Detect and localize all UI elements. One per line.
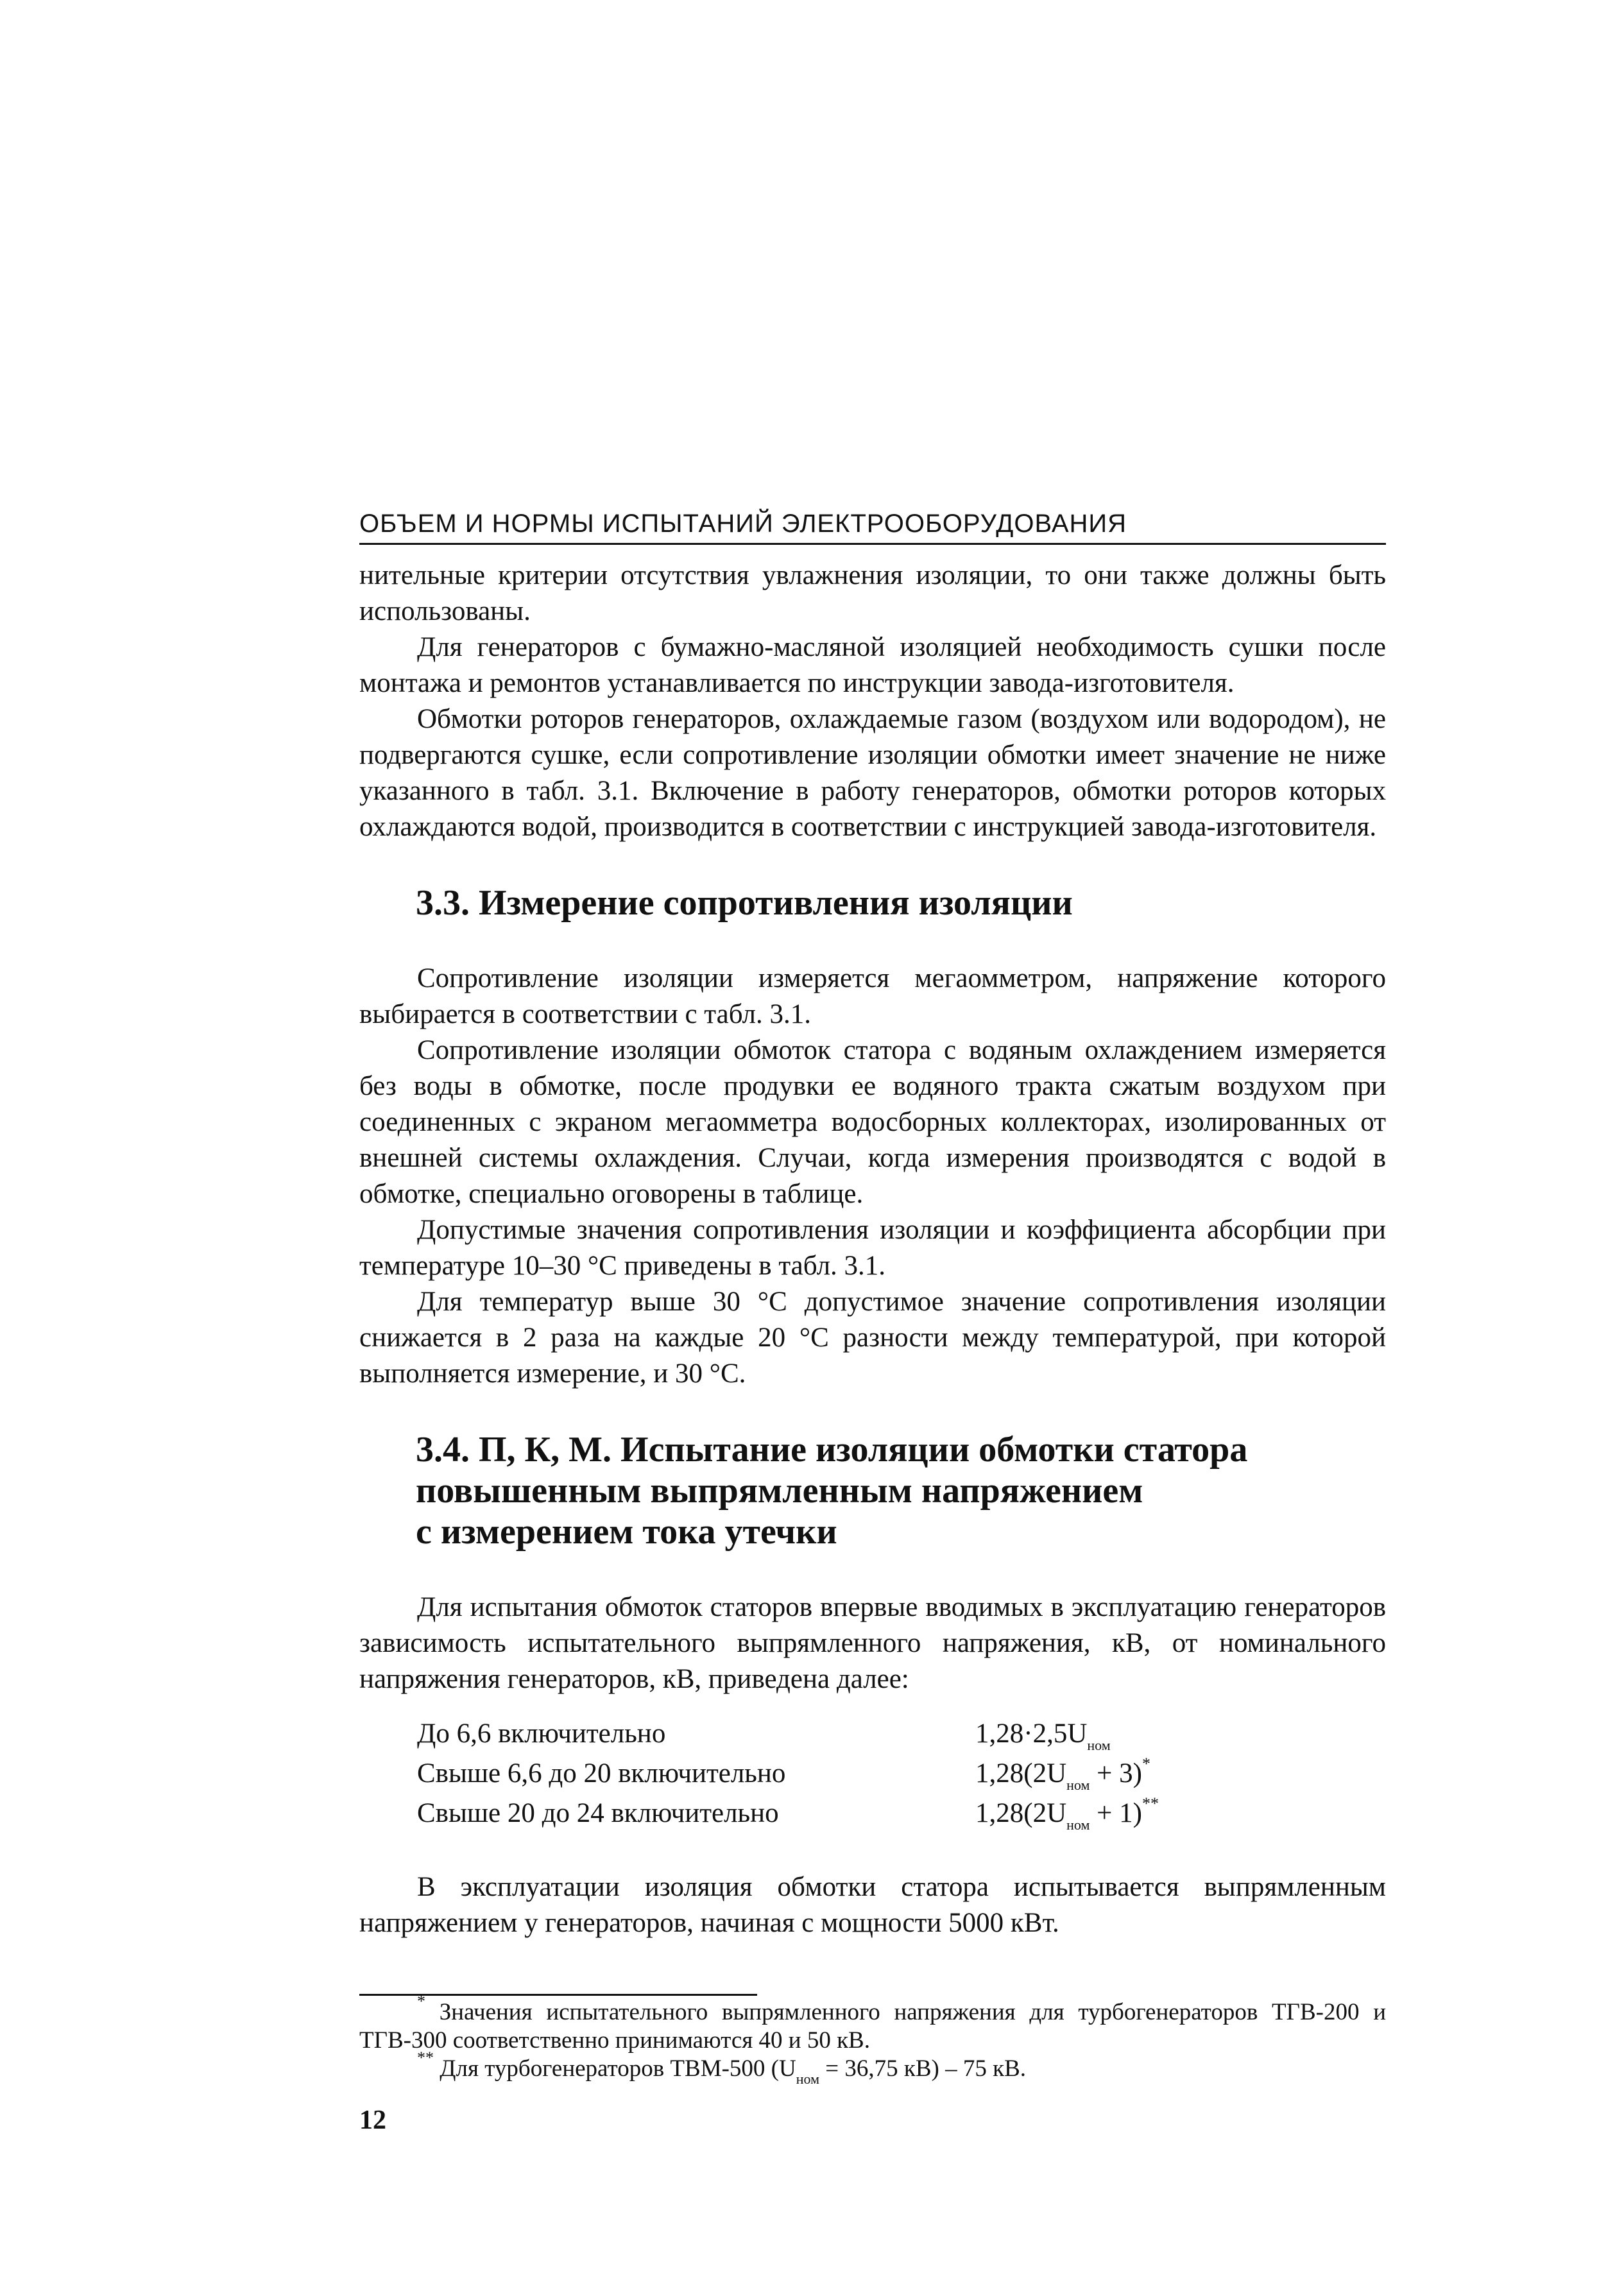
- table-row: [417, 1714, 1386, 1754]
- paragraph-water-cooled-stator: Сопротивление изоляции обмоток статора с водяным охлаждением измеряется без воды в обмотке, после продувки ее водяного тракта сжатым воздухом при соединенных с экраном мегаомметра водосборных коллекторах, изолированных от внешней системы охлаждения. Случаи, когда измерения производятся с водой в обмотке, специально оговорены в таблице.: [359, 1035, 1386, 1209]
- page-number: 12: [359, 2106, 386, 2135]
- test-voltage-table: [417, 1714, 1386, 1833]
- paragraph-continuation: нительные критерии отсутствия увлажнения изоляции, то они также должны быть использованы.: [359, 560, 1386, 626]
- footnote-mark: **: [417, 2048, 434, 2067]
- paragraph-temperature-correction: Для температур выше 30 °С допустимое значение сопротивления изоляции снижается в 2 раза на каждые 20 °С разности между температурой, при которой выполняется измерение, и 30 °С.: [359, 1287, 1386, 1389]
- formula-cell: [975, 1794, 1159, 1833]
- paragraph-oil-paper-insulation: Для генераторов с бумажно-масляной изоляцией необходимость сушки после монтажа и ремонтов устанавливается по инструкции завода-изготовителя.: [359, 632, 1386, 698]
- formula-cell: [975, 1754, 1150, 1794]
- formula-text: 1,28(2U: [975, 1758, 1067, 1788]
- formula-text: 1,28(2U: [975, 1798, 1067, 1828]
- footnote-mark: **: [1141, 1794, 1159, 1813]
- paragraph-operation-test: В эксплуатации изоляция обмотки статора испытывается выпрямленным напряжением у генераторов, начиная с мощности 5000 кВт.: [359, 1872, 1386, 1938]
- voltage-range-cell: Свыше 6,6 до 20 включительно: [417, 1758, 786, 1788]
- voltage-range-cell: Свыше 20 до 24 включительно: [417, 1798, 779, 1828]
- formula-cell: [975, 1714, 1111, 1754]
- table-row: [417, 1794, 1386, 1833]
- section-3-4-heading: [416, 1429, 1386, 1552]
- section-3-4-heading-line-2: повышенным выпрямленным напряжением: [416, 1471, 1143, 1511]
- document-page: [359, 507, 1386, 2136]
- footnote-subscript: ном: [796, 2071, 820, 2087]
- section-3-4-heading-line-3: с измерением тока утечки: [416, 1512, 837, 1552]
- footnote-mark: *: [417, 1992, 425, 2011]
- footnote-mark: *: [1141, 1754, 1150, 1773]
- footnote-text: Значения испытательного выпрямленного напряжения для турбогенераторов ТГВ-200 и ТГВ-300 соответственно принимаются 40 и 50 кВ.: [359, 1999, 1386, 2054]
- formula-text: 1,28·2,5U: [975, 1719, 1088, 1749]
- voltage-range-cell: До 6,6 включительно: [417, 1719, 666, 1749]
- paragraph-megohmmeter: Сопротивление изоляции измеряется мегаомметром, напряжение которого выбирается в соответствии с табл. 3.1.: [359, 963, 1386, 1029]
- running-head: ОБЪЕМ И НОРМЫ ИСПЫТАНИЙ ЭЛЕКТРООБОРУДОВАНИЯ: [359, 507, 1386, 545]
- section-3-4-heading-line-1: 3.4. П, К, М. Испытание изоляции обмотки статора: [416, 1430, 1248, 1470]
- paragraph-rotor-windings: Обмотки роторов генераторов, охлаждаемые газом (воздухом или водородом), не подвергаются сушке, если сопротивление изоляции обмотки имеет значение не ниже указанного в табл. 3.1. Включение в работу генераторов, обмотки роторов которых охлаждаются водой, производится в соответствии с инструкцией завода-изготовителя.: [359, 704, 1386, 842]
- formula-tail: + 3): [1090, 1758, 1142, 1788]
- section-3-3-heading: 3.3. Измерение сопротивления изоляции: [416, 883, 1073, 923]
- formula-subscript: ном: [1066, 1817, 1090, 1833]
- paragraph-allowed-values: Допустимые значения сопротивления изоляции и коэффициента абсорбции при температуре 10–30 °С приведены в табл. 3.1.: [359, 1215, 1386, 1281]
- footnote-1: [359, 1992, 1386, 2055]
- formula-tail: + 1): [1090, 1798, 1142, 1828]
- footnote-tail: = 36,75 кВ) – 75 кВ.: [819, 2055, 1027, 2082]
- table-row: [417, 1754, 1386, 1794]
- paragraph-test-voltage-intro: Для испытания обмоток статоров впервые вводимых в эксплуатацию генераторов зависимость испытательного выпрямленного напряжения, кВ, от номинального напряжения генераторов, кВ, приведена далее:: [359, 1592, 1386, 1694]
- formula-subscript: ном: [1066, 1777, 1090, 1793]
- formula-subscript: ном: [1087, 1737, 1111, 1753]
- footnote-2: [359, 2048, 1386, 2087]
- footnote-text: Для турбогенераторов ТВМ-500 (U: [434, 2055, 796, 2082]
